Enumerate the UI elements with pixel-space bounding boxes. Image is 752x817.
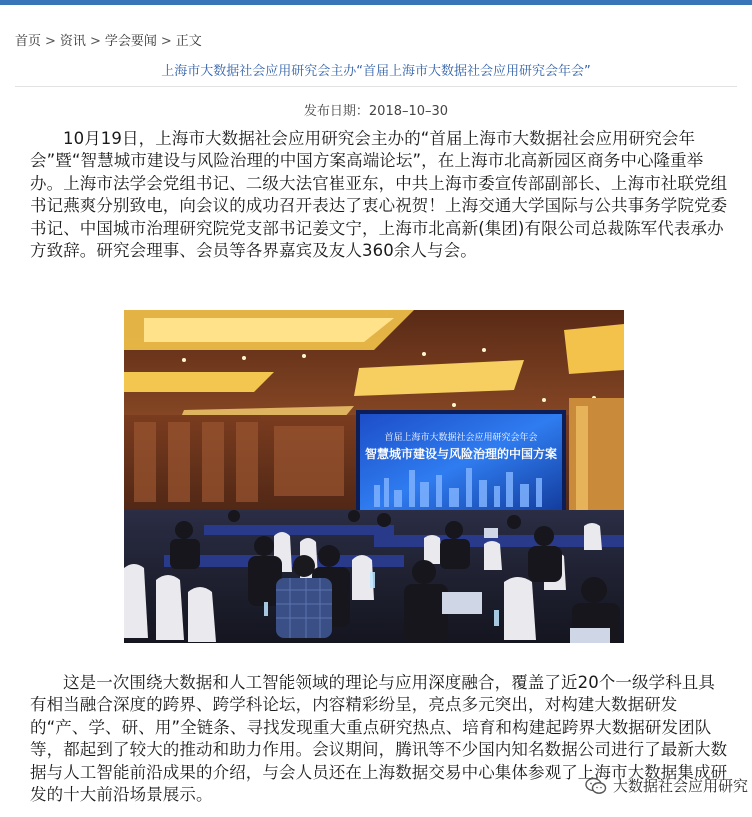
breadcrumb-society-link[interactable]: 学会要闻	[104, 34, 157, 49]
title-divider	[15, 86, 737, 87]
screen-line-1: 首届上海市大数据社会应用研究会年会	[384, 433, 538, 443]
watermark-text: 大数据社会应用研究	[612, 777, 748, 795]
breadcrumb-news-link[interactable]: 资讯	[59, 34, 86, 49]
article-paragraph-2: 这是一次围绕大数据和人工智能领域的理论与应用深度融合，覆盖了近20个一级学科且具有相当融合深度的跨界、跨学科论坛，内容精彩纷呈，亮点多元突出，对构建大数据研发的“产、学、研、用”全链条、寻找发现重大重点研究热点、培育和构建起跨界大数据研发团队等，都起到了较大的推动和助力作用。会议期间，腾讯等不少国内知名数据公司进行了最新大数据与人工智能前沿成果的介绍，与会人员还在上海数据交易中心集体参观了上海市大数据集成研发的十大前沿场景展示。	[30, 673, 728, 805]
breadcrumb-separator: >	[89, 34, 101, 49]
breadcrumb-home-link[interactable]: 首页	[15, 34, 42, 49]
conference-photo	[124, 310, 624, 643]
breadcrumb-separator: >	[45, 34, 56, 49]
wechat-watermark	[585, 775, 748, 796]
breadcrumb-separator: >	[160, 34, 172, 49]
article-title: 上海市大数据社会应用研究会主办“首届上海市大数据社会应用研究会年会”	[161, 64, 591, 79]
screen-line-2: 智慧城市建设与风险治理的中国方案	[364, 447, 558, 461]
article-paragraph-1: 10月19日，上海市大数据社会应用研究会主办的“首届上海市大数据社会应用研究会年会”暨“智慧城市建设与风险治理的中国方案高端论坛”，在上海市北高新园区商务中心隆重举办。上海市法学会党组书记、二级大法官崔亚东，中共上海市委宣传部副部长、上海市社联党组书记燕爽分别致电，向会议的成功召开表达了衷心祝贺！上海交通大学国际与公共事务学院党委书记、中国城市治理研究院党支部书记姜文宁，上海市北高新(集团)有限公司总裁陈军代表承办方致辞。研究会理事、会员等各界嘉宾及友人360余人与会。	[30, 129, 728, 261]
publish-date: 发布日期：2018–10–30	[303, 104, 449, 119]
breadcrumb	[15, 30, 202, 49]
top-accent-bar	[0, 0, 752, 5]
wechat-icon	[585, 777, 607, 795]
breadcrumb-current: 正文	[175, 34, 202, 49]
